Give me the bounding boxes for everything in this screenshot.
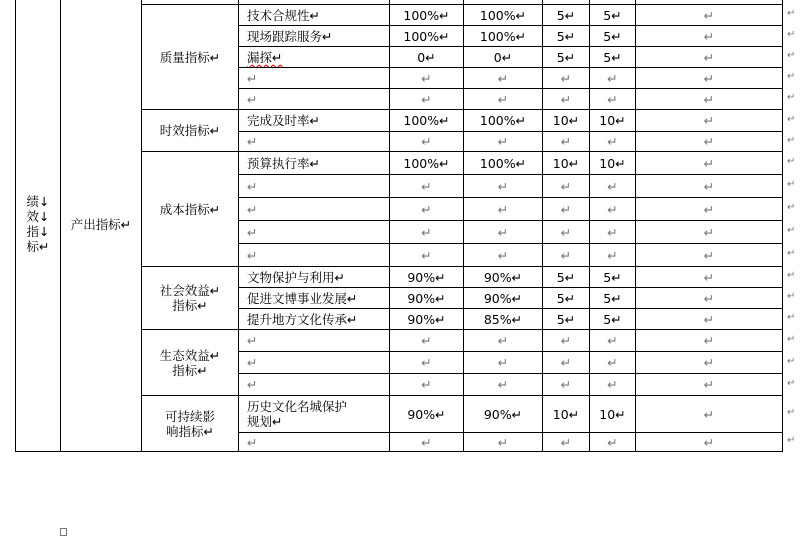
group-label-sustainable: [142, 396, 239, 452]
target-value: 90%↵: [390, 396, 464, 433]
row-end-mark: ↵: [787, 435, 796, 446]
score-value: ↵: [590, 330, 636, 352]
actual-value: ↵: [464, 89, 543, 110]
row-end-mark: ↵: [787, 8, 796, 19]
note-cell: ↵: [636, 132, 783, 152]
row-end-mark: ↵: [787, 225, 796, 236]
actual-value: ↵: [464, 198, 543, 221]
actual-value: 100%↵: [464, 26, 543, 47]
actual-value: ↵: [464, 244, 543, 267]
actual-value: ↵: [464, 330, 543, 352]
weight-value: ↵: [543, 221, 590, 244]
group-label-line: 社会效益↵: [159, 283, 221, 298]
target-value: ↵: [390, 68, 464, 89]
actual-value: 90%↵: [464, 396, 543, 433]
score-value: ↵: [590, 132, 636, 152]
score-value: 5↵: [590, 288, 636, 309]
indicator-name: ↵: [239, 330, 390, 352]
group-label-social: [142, 267, 239, 330]
note-cell: ↵: [636, 244, 783, 267]
note-cell: ↵: [636, 89, 783, 110]
row-end-mark: ↵: [787, 134, 796, 146]
note-cell: ↵: [636, 374, 783, 396]
group-label-line: 生态效益↵: [159, 347, 221, 363]
group-label-quality: [142, 5, 239, 110]
level1-indicator-cell: [16, 0, 61, 452]
indicator-name: 技术合规性↵: [239, 5, 390, 26]
score-value: 10↵: [590, 110, 636, 132]
target-value: 100%↵: [390, 152, 464, 175]
target-value: 90%↵: [390, 288, 464, 309]
weight-value: 5↵: [543, 47, 590, 68]
indicator-name: 预算执行率↵: [239, 152, 390, 175]
note-cell: ↵: [636, 267, 783, 288]
note-cell: ↵: [636, 175, 783, 198]
row-end-mark: ↵: [787, 407, 796, 418]
score-value: 5↵: [590, 5, 636, 26]
weight-value: ↵: [543, 433, 590, 452]
row-end-mark: ↵: [787, 156, 796, 167]
score-value: 5↵: [590, 309, 636, 330]
score-value: ↵: [590, 89, 636, 110]
score-value: 5↵: [590, 47, 636, 68]
weight-value: 5↵: [543, 26, 590, 47]
level2-indicator-cell: [61, 0, 142, 452]
score-value: ↵: [590, 221, 636, 244]
actual-value: 90%↵: [464, 288, 543, 309]
weight-value: ↵: [543, 352, 590, 374]
score-value: ↵: [590, 175, 636, 198]
weight-value: ↵: [543, 175, 590, 198]
target-value: ↵: [390, 198, 464, 221]
indicator-name: ↵: [239, 374, 390, 396]
target-value: ↵: [390, 175, 464, 198]
actual-value: ↵: [464, 433, 543, 452]
group-label: 时效指标↵: [159, 123, 221, 138]
weight-value: ↵: [543, 132, 590, 152]
indicator-name: ↵: [239, 175, 390, 198]
actual-value: 100%↵: [464, 5, 543, 26]
score-value: ↵: [590, 68, 636, 89]
indicator-name: ↵: [239, 352, 390, 374]
row-end-mark: ↵: [787, 113, 796, 125]
indicator-name: 完成及时率↵: [239, 110, 390, 132]
target-value: 100%↵: [390, 5, 464, 26]
note-cell: ↵: [636, 198, 783, 221]
level1-char: 指↓: [26, 224, 50, 239]
actual-value: 100%↵: [464, 110, 543, 132]
target-value: ↵: [390, 433, 464, 452]
indicator-name: [239, 396, 390, 433]
weight-value: 5↵: [543, 288, 590, 309]
group-label: 成本指标↵: [159, 201, 221, 217]
indicator-name: 提升地方文化传承↵: [239, 309, 390, 330]
note-cell: ↵: [636, 396, 783, 433]
group-label-timeliness: [142, 110, 239, 152]
weight-value: 5↵: [543, 267, 590, 288]
row-end-mark: ↵: [787, 312, 796, 323]
group-label-line: 可持续影: [164, 408, 215, 424]
note-cell: ↵: [636, 152, 783, 175]
weight-value: 10↵: [543, 110, 590, 132]
weight-value: 10↵: [543, 152, 590, 175]
weight-value: ↵: [543, 244, 590, 267]
row-end-mark: ↵: [787, 29, 796, 40]
note-cell: ↵: [636, 433, 783, 452]
actual-value: 90%↵: [464, 267, 543, 288]
paragraph-mark: [60, 528, 67, 536]
indicator-name: ↵: [239, 244, 390, 267]
indicator-name: 文物保护与利用↵: [239, 267, 390, 288]
indicator-name: ↵: [239, 221, 390, 244]
actual-value: ↵: [464, 374, 543, 396]
group-label-line: 指标↵: [172, 362, 208, 378]
row-end-mark: ↵: [787, 92, 796, 103]
row-end-mark: ↵: [787, 355, 796, 367]
indicator-name: ↵: [239, 132, 390, 152]
level1-char: 效↓: [26, 209, 50, 224]
group-label-ecological: [142, 330, 239, 396]
weight-value: ↵: [543, 198, 590, 221]
indicator-name-line: 规划↵: [247, 414, 283, 429]
note-cell: ↵: [636, 309, 783, 330]
indicator-name-text: 漏探↵: [247, 49, 283, 65]
row-end-mark: ↵: [787, 202, 796, 213]
indicator-name: 现场跟踪服务↵: [239, 26, 390, 47]
target-value: ↵: [390, 89, 464, 110]
performance-indicator-table: [15, 0, 783, 452]
target-value: 0↵: [390, 47, 464, 68]
target-value: ↵: [390, 132, 464, 152]
score-value: ↵: [590, 433, 636, 452]
weight-value: 10↵: [543, 396, 590, 433]
score-value: ↵: [590, 198, 636, 221]
note-cell: ↵: [636, 110, 783, 132]
row-end-mark: ↵: [787, 270, 796, 281]
target-value: ↵: [390, 221, 464, 244]
indicator-name-line: 历史文化名城保护: [247, 399, 348, 414]
weight-value: ↵: [543, 89, 590, 110]
note-cell: ↵: [636, 68, 783, 89]
row-end-mark: ↵: [787, 179, 796, 190]
actual-value: 100%↵: [464, 152, 543, 175]
indicator-name: 促进文博事业发展↵: [239, 288, 390, 309]
note-cell: ↵: [636, 288, 783, 309]
row-end-mark: ↵: [787, 50, 796, 61]
actual-value: 0↵: [464, 47, 543, 68]
weight-value: 5↵: [543, 309, 590, 330]
weight-value: ↵: [543, 374, 590, 396]
actual-value: 85%↵: [464, 309, 543, 330]
score-value: 10↵: [590, 396, 636, 433]
score-value: ↵: [590, 352, 636, 374]
target-value: ↵: [390, 330, 464, 352]
note-cell: ↵: [636, 330, 783, 352]
target-value: 90%↵: [390, 267, 464, 288]
target-value: ↵: [390, 244, 464, 267]
level1-char: 标↵: [26, 239, 50, 254]
actual-value: ↵: [464, 132, 543, 152]
level1-char: 绩↓: [26, 194, 50, 209]
target-value: ↵: [390, 374, 464, 396]
target-value: ↵: [390, 352, 464, 374]
level2-label: 产出指标↵: [70, 216, 132, 232]
weight-value: 5↵: [543, 5, 590, 26]
row-end-mark: ↵: [787, 377, 796, 389]
note-cell: ↵: [636, 26, 783, 47]
actual-value: ↵: [464, 221, 543, 244]
score-value: 5↵: [590, 26, 636, 47]
row-end-mark: ↵: [787, 71, 796, 82]
actual-value: ↵: [464, 352, 543, 374]
row-end-mark: ↵: [787, 291, 796, 302]
target-value: 90%↵: [390, 309, 464, 330]
target-value: 100%↵: [390, 26, 464, 47]
score-value: ↵: [590, 374, 636, 396]
score-value: 10↵: [590, 152, 636, 175]
row-end-mark: ↵: [787, 333, 796, 345]
weight-value: ↵: [543, 330, 590, 352]
note-cell: ↵: [636, 47, 783, 68]
indicator-name: ↵: [239, 198, 390, 221]
indicator-name: ↵: [239, 68, 390, 89]
note-cell: ↵: [636, 5, 783, 26]
score-value: ↵: [590, 244, 636, 267]
indicator-name: ↵: [239, 89, 390, 110]
note-cell: ↵: [636, 221, 783, 244]
indicator-name: ↵: [239, 433, 390, 452]
group-label-line: 指标↵: [172, 298, 208, 313]
group-label-cost: [142, 152, 239, 267]
weight-value: ↵: [543, 68, 590, 89]
score-value: 5↵: [590, 267, 636, 288]
actual-value: ↵: [464, 175, 543, 198]
target-value: 100%↵: [390, 110, 464, 132]
group-label-line: 响指标↵: [166, 423, 214, 439]
group-label: 质量指标↵: [159, 49, 221, 65]
row-end-mark: ↵: [787, 248, 796, 259]
actual-value: ↵: [464, 68, 543, 89]
note-cell: ↵: [636, 352, 783, 374]
indicator-name: [239, 47, 390, 68]
